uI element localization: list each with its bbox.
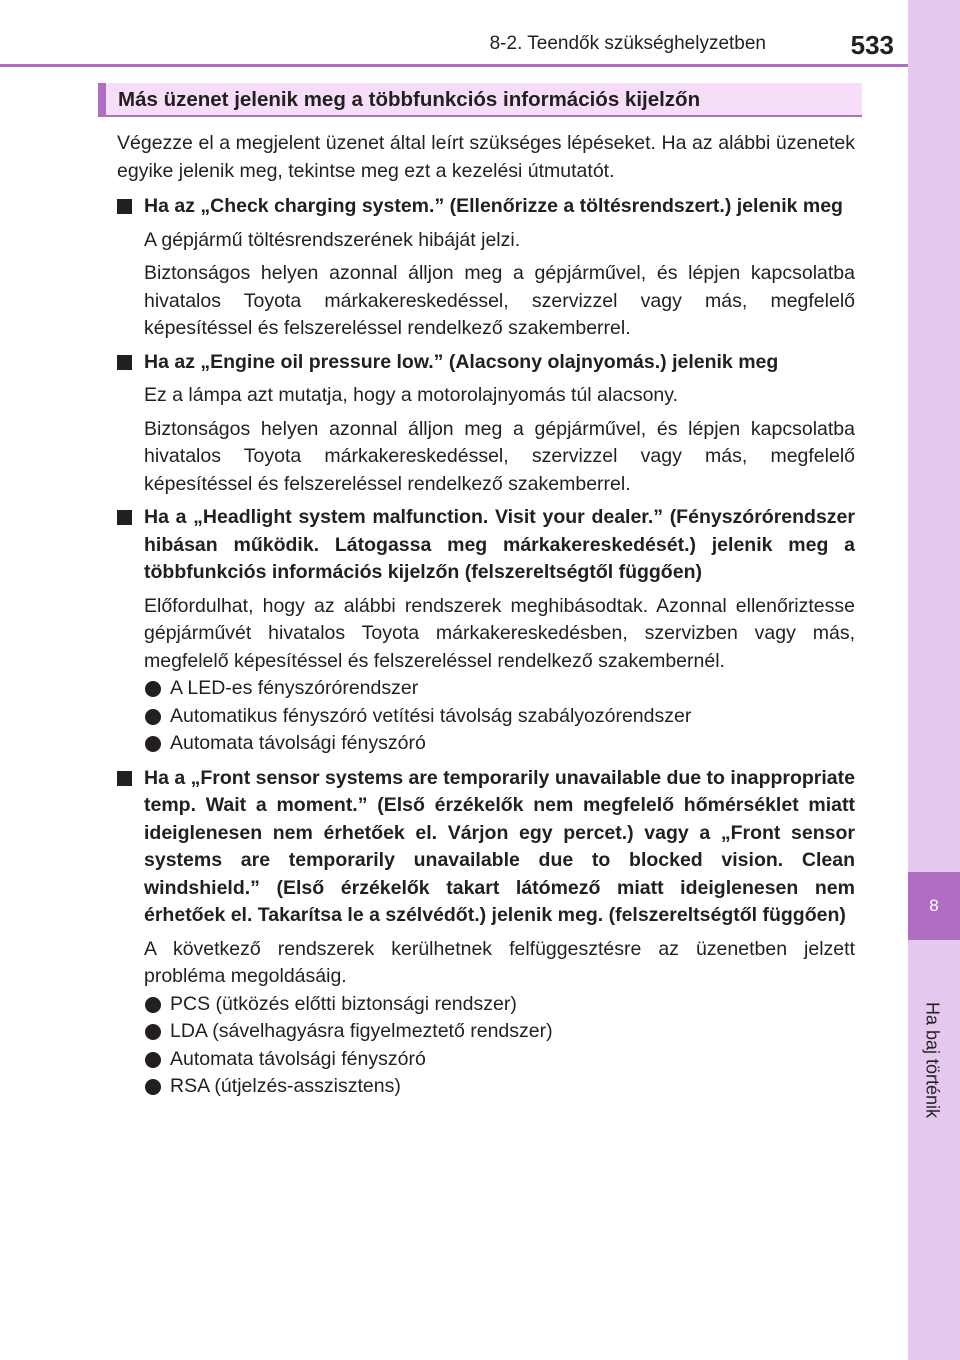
chapter-title: Ha baj történik (922, 1001, 943, 1119)
list-item: PCS (ütközés előtti biztonsági rendszer) (144, 991, 855, 1019)
header-rule (0, 64, 908, 67)
page-number: 533 (850, 30, 894, 60)
list-item: Automata távolsági fényszóró (144, 730, 855, 758)
round-bullet-icon (145, 736, 161, 752)
round-bullet-icon (145, 997, 161, 1013)
banner-title: Más üzenet jelenik meg a többfunkciós információs kijelzőn (118, 88, 701, 111)
section-oil-pressure (117, 349, 855, 499)
list-item: Automatikus fényszóró vetítési távolság szabályozórendszer (144, 703, 855, 731)
section-front-sensor (117, 765, 855, 1101)
chapter-side-tab (908, 0, 960, 1360)
round-bullet-icon (145, 681, 161, 697)
section-heading: Ha a „Front sensor systems are temporarily unavailable due to inappropriate temp. Wait a moment.” (Első érzékelők nem megfelelő hőmérséklet miatt ideiglenesen nem érhetőek el. Várjon egy percet.) vagy a „Front sensor systems are temporarily unavailable due to blocked vision. Clean windshield.” (Első érzékelők takart látómező miatt ideiglenesen nem érhetőek el. Takarítsa le a szélvédőt.) jelenik meg. (felszereltségtől függően) (144, 766, 855, 926)
intro-paragraph: Végezze el a megjelent üzenet által leírt szükséges lépéseket. Ha az alábbi üzenetek egyike jelenik meg, tekintse meg ezt a kezelési útmutatót. (117, 132, 855, 182)
section-heading: Ha a „Headlight system malfunction. Visit your dealer.” (Fényszórórendszer hibásan működik. Látogassa meg márkakereskedését.) jelenik meg a többfunkciós információs kijelzőn (felszereltségtől függően) (144, 506, 855, 583)
section-title: 8-2. Teendők szükséghelyzetben (489, 33, 766, 54)
section-paragraph: Ez a lámpa azt mutatja, hogy a motorolajnyomás túl alacsony. (144, 384, 678, 406)
list-item: A LED-es fényszórórendszer (144, 675, 855, 703)
square-bullet-icon (117, 771, 132, 786)
section-paragraph: A gépjármű töltésrendszerének hibáját jelzi. (144, 228, 521, 251)
round-bullet-icon (145, 1024, 161, 1040)
round-bullet-icon (145, 1079, 161, 1095)
list-item: RSA (útjelzés-asszisztens) (144, 1073, 855, 1101)
round-bullet-icon (145, 1052, 161, 1068)
section-charging-system (117, 193, 855, 343)
list-item: Automata távolsági fényszóró (144, 1046, 855, 1074)
section-headlight-system (117, 504, 855, 765)
section-paragraph: Biztonságos helyen azonnal álljon meg a gépjárművel, és lépjen kapcsolatba hivatalos Toyota márkakereskedéssel, szervizzel vagy más, megfelelő képesítéssel és felszereléssel rendelkező szakemberrel. (144, 417, 855, 495)
section-heading: Ha az „Check charging system.” (Ellenőrizze a töltésrendszert.) jelenik meg (144, 195, 843, 217)
section-paragraph: Biztonságos helyen azonnal álljon meg a gépjárművel, és lépjen kapcsolatba hivatalos Toyota márkakereskedéssel, szervizzel vagy más, megfelelő képesítéssel és felszereléssel rendelkező szakemberrel. (144, 262, 855, 339)
main-content (117, 130, 855, 1101)
square-bullet-icon (117, 355, 132, 370)
square-bullet-icon (117, 510, 132, 525)
running-head (0, 28, 908, 64)
section-heading: Ha az „Engine oil pressure low.” (Alacsony olajnyomás.) jelenik meg (144, 350, 779, 373)
section-paragraph: Előfordulhat, hogy az alábbi rendszerek meghibásodtak. Azonnal ellenőriztesse gépjárművét hivatalos Toyota márkakereskedésben, szervizben vagy más, megfelelő képesítéssel és felszereléssel rendelkező szakembernél. (144, 594, 855, 672)
chapter-number: 8 (929, 896, 939, 915)
square-bullet-icon (117, 199, 132, 214)
section-paragraph: A következő rendszerek kerülhetnek felfüggesztésre az üzenetben jelzett probléma megoldásáig. (144, 937, 855, 987)
topic-banner (98, 83, 862, 117)
chapter-number-box (908, 872, 960, 940)
list-item: LDA (sávelhagyásra figyelmeztető rendszer) (144, 1018, 855, 1046)
round-bullet-icon (145, 709, 161, 725)
